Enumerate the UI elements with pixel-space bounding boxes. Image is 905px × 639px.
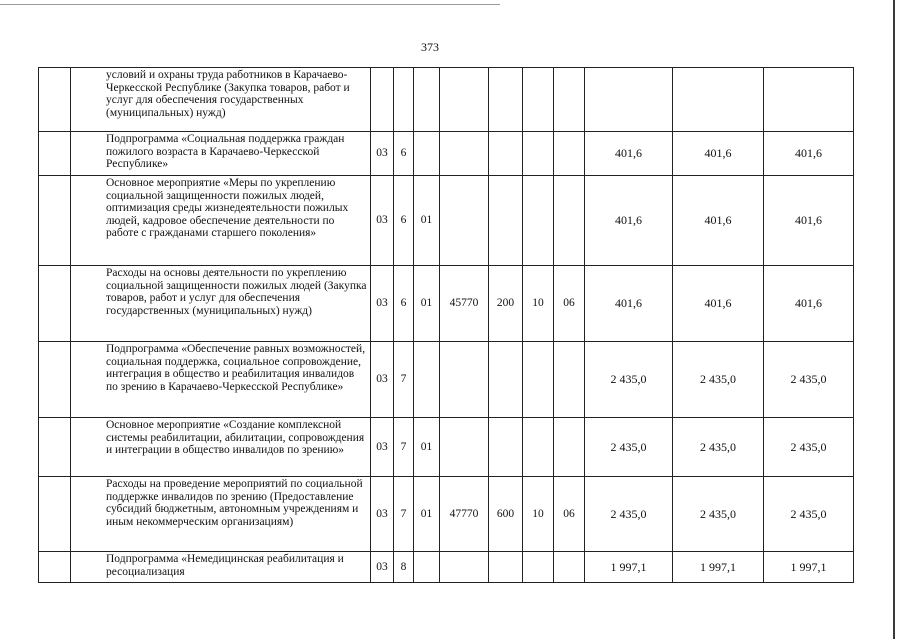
code-cell-1: 03 [371,132,394,176]
code-cell-7 [554,176,585,266]
code-cell-2: 6 [394,176,414,266]
row-name: условий и охраны труда работников в Карачаево-Черкесской Республике (Закупка товаров, работ и услуг для обеспечения государственных (муниципальных) нужд) [71,68,371,132]
table-row [39,418,854,477]
code-cell-7 [554,418,585,477]
code-cell-4: 45770 [440,266,489,342]
value-cell-1: 1 997,1 [585,552,673,583]
table-row [39,477,854,552]
code-cell-4: 47770 [440,477,489,552]
code-cell-4 [440,132,489,176]
value-cell-3: 2 435,0 [764,342,854,418]
code-cell-2: 7 [394,342,414,418]
code-cell-7 [554,68,585,132]
budget-table [38,67,854,583]
code-cell-5: 600 [489,477,523,552]
value-cell-3 [764,68,854,132]
value-cell-2: 2 435,0 [673,418,764,477]
value-cell-2: 2 435,0 [673,342,764,418]
code-cell-2 [394,68,414,132]
value-cell-2: 401,6 [673,266,764,342]
table-row [39,342,854,418]
code-cell-7: 06 [554,477,585,552]
code-cell-7: 06 [554,266,585,342]
row-name: Расходы на проведение мероприятий по социальной поддержке инвалидов по зрению (Предоставление субсидий бюджетным, автономным учреждениям и иным некоммерческим организациям) [71,477,371,552]
empty-cell [39,266,71,342]
code-cell-6 [523,176,554,266]
empty-cell [39,132,71,176]
value-cell-3: 401,6 [764,132,854,176]
value-cell-2: 2 435,0 [673,477,764,552]
table-row [39,132,854,176]
code-cell-4 [440,342,489,418]
code-cell-3 [414,132,440,176]
code-cell-5 [489,176,523,266]
code-cell-6 [523,132,554,176]
code-cell-3: 01 [414,176,440,266]
value-cell-1: 401,6 [585,266,673,342]
empty-cell [39,552,71,583]
code-cell-5 [489,68,523,132]
value-cell-3: 2 435,0 [764,477,854,552]
code-cell-3: 01 [414,266,440,342]
table-row [39,266,854,342]
code-cell-5 [489,418,523,477]
value-cell-1 [585,68,673,132]
code-cell-5 [489,132,523,176]
code-cell-6 [523,552,554,583]
code-cell-5 [489,342,523,418]
code-cell-6 [523,418,554,477]
code-cell-1 [371,68,394,132]
value-cell-3: 401,6 [764,176,854,266]
code-cell-4 [440,68,489,132]
code-cell-4 [440,176,489,266]
code-cell-2: 6 [394,132,414,176]
code-cell-7 [554,552,585,583]
value-cell-2: 1 997,1 [673,552,764,583]
value-cell-2: 401,6 [673,176,764,266]
value-cell-3: 1 997,1 [764,552,854,583]
empty-cell [39,342,71,418]
code-cell-2: 7 [394,418,414,477]
code-cell-7 [554,342,585,418]
code-cell-3 [414,552,440,583]
table-row [39,552,854,583]
code-cell-4 [440,552,489,583]
row-name: Подпрограмма «Обеспечение равных возможностей, социальная поддержка, социальное сопровождение, интеграция в общество и реабилитация инвалидов по зрению в Карачаево-Черкесской Республике» [71,342,371,418]
row-name: Подпрограмма «Социальная поддержка граждан пожилого возраста в Карачаево-Черкесской Республике» [71,132,371,176]
code-cell-3: 01 [414,418,440,477]
value-cell-1: 2 435,0 [585,342,673,418]
code-cell-1: 03 [371,266,394,342]
scan-top-rule [0,4,500,5]
code-cell-2: 8 [394,552,414,583]
code-cell-2: 7 [394,477,414,552]
page-number: 373 [421,40,439,54]
code-cell-1: 03 [371,342,394,418]
code-cell-6 [523,342,554,418]
row-name: Подпрограмма «Немедицинская реабилитация и ресоциализация [71,552,371,583]
code-cell-5: 200 [489,266,523,342]
row-name: Основное мероприятие «Меры по укреплению социальной защищенности пожилых людей, оптимизация среды жизнедеятельности пожилых людей, кадровое обеспечение деятельности по работе с гражданами старшего поколения» [71,176,371,266]
value-cell-1: 2 435,0 [585,477,673,552]
table-row [39,68,854,132]
value-cell-3: 2 435,0 [764,418,854,477]
code-cell-6 [523,68,554,132]
code-cell-6: 10 [523,477,554,552]
scan-right-edge [893,0,895,639]
value-cell-2: 401,6 [673,132,764,176]
code-cell-1: 03 [371,552,394,583]
code-cell-2: 6 [394,266,414,342]
code-cell-4 [440,418,489,477]
value-cell-1: 401,6 [585,132,673,176]
code-cell-6: 10 [523,266,554,342]
table-row [39,176,854,266]
row-name: Основное мероприятие «Создание комплексной системы реабилитации, абилитации, сопровождения и интеграции в общество инвалидов по зрению» [71,418,371,477]
code-cell-1: 03 [371,477,394,552]
code-cell-5 [489,552,523,583]
value-cell-1: 2 435,0 [585,418,673,477]
empty-cell [39,477,71,552]
value-cell-1: 401,6 [585,176,673,266]
empty-cell [39,176,71,266]
code-cell-7 [554,132,585,176]
code-cell-3 [414,342,440,418]
code-cell-1: 03 [371,176,394,266]
code-cell-1: 03 [371,418,394,477]
code-cell-3 [414,68,440,132]
empty-cell [39,418,71,477]
value-cell-3: 401,6 [764,266,854,342]
code-cell-3: 01 [414,477,440,552]
value-cell-2 [673,68,764,132]
row-name: Расходы на основы деятельности по укреплению социальной защищенности пожилых людей (Закупка товаров, работ и услуг для обеспечения государственных (муниципальных) нужд) [71,266,371,342]
empty-cell [39,68,71,132]
